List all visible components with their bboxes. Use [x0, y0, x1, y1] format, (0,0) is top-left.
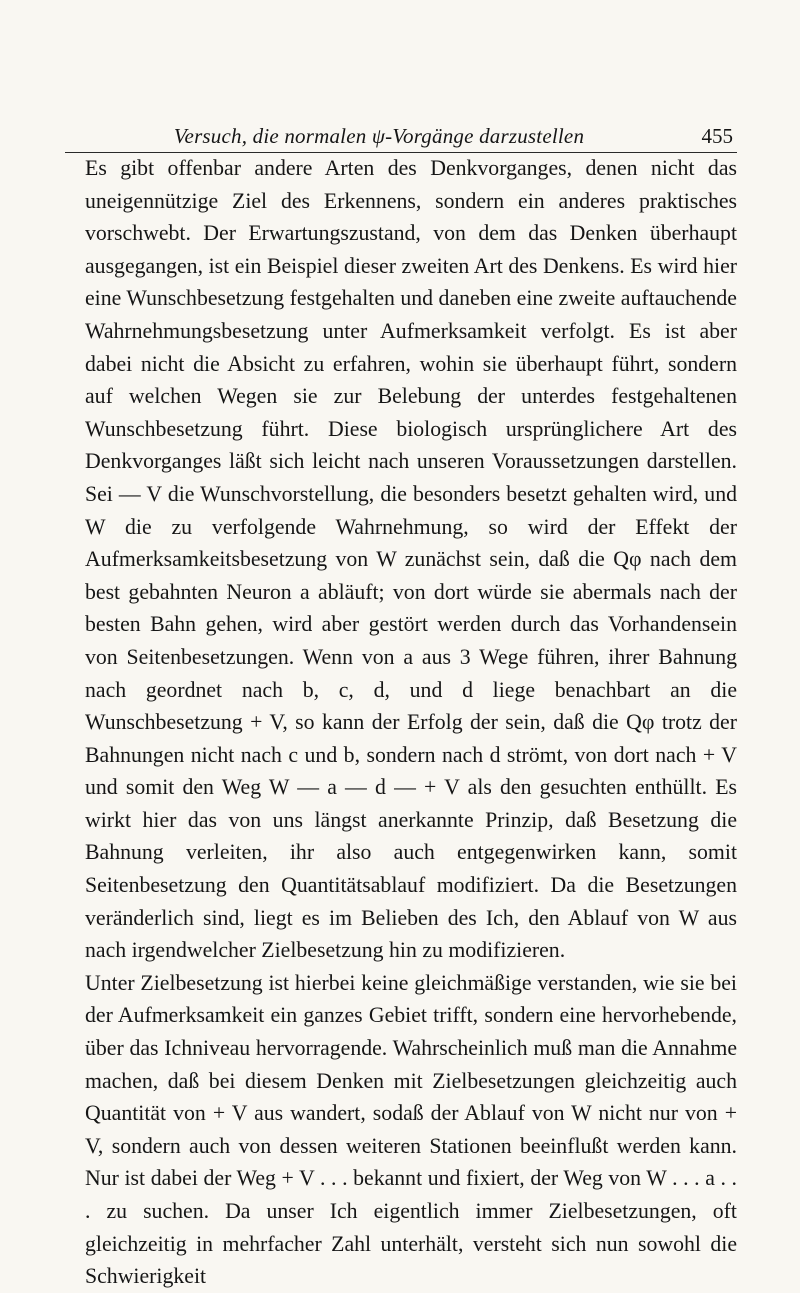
- page-body: [85, 152, 737, 1293]
- page-number: 455: [701, 124, 733, 148]
- running-header: [65, 124, 737, 154]
- running-title: Versuch, die normalen ψ-Vorgänge darzustellen: [173, 124, 585, 148]
- paragraph: Unter Zielbesetzung ist hierbei keine gleichmäßige verstanden, wie sie bei der Aufmerksamkeit ein ganzes Gebiet trifft, sondern eine hervorhebende, über das Ichniveau hervorragende. Wahrscheinlich muß man die Annahme machen, daß bei diesem Denken mit Zielbesetzungen gleichzeitig auch Quantität von + V aus wandert, sodaß der Ablauf von W nicht nur von + V, sondern auch von dessen weiteren Stationen beeinflußt werden kann. Nur ist dabei der Weg + V . . . bekannt und fixiert, der Weg von W . . . a . . . zu suchen. Da unser Ich eigentlich immer Zielbesetzungen, oft gleichzeitig in mehrfacher Zahl unterhält, versteht sich nun sowohl die Schwierigkeit: [85, 970, 737, 1289]
- paragraph: Es gibt offenbar andere Arten des Denkvorganges, denen nicht das uneigennützige Ziel des Erkennens, sondern ein anderes praktisches vorschwebt. Der Erwartungszustand, von dem das Denken überhaupt ausgegangen, ist ein Beispiel dieser zweiten Art des Denkens. Es wird hier eine Wunschbesetzung festgehalten und daneben eine zweite auftauchende Wahrnehmungsbesetzung unter Aufmerksamkeit verfolgt. Es ist aber dabei nicht die Absicht zu erfahren, wohin sie überhaupt führt, sondern auf welchen Wegen sie zur Belebung der unterdes festgehaltenen Wunschbesetzung führt. Diese biologisch ursprünglichere Art des Denkvorganges läßt sich leicht nach unseren Voraussetzungen darstellen. Sei — V die Wunschvorstellung, die besonders besetzt gehalten wird, und W die zu verfolgende Wahrnehmung, so wird der Effekt der Aufmerksamkeitsbesetzung von W zunächst sein, daß die Qφ nach dem best gebahnten Neuron a abläuft; von dort würde sie abermals nach der besten Bahn gehen, wird aber gestört werden durch das Vorhandensein von Seitenbesetzungen. Wenn von a aus 3 Wege führen, ihrer Bahnung nach geordnet nach b, c, d, und d liege benachbart an die Wunschbesetzung + V, so kann der Erfolg der sein, daß die Qφ trotz der Bahnungen nicht nach c und b, sondern nach d strömt, von dort nach + V und somit den Weg W — a — d — + V als den gesuchten enthüllt. Es wirkt hier das von uns längst anerkannte Prinzip, daß Besetzung die Bahnung verleiten, ihr also auch entgegenwirken kann, somit Seitenbesetzung den Quantitätsablauf modifiziert. Da die Besetzungen veränderlich sind, liegt es im Belieben des Ich, den Ablauf von W aus nach irgendwelcher Zielbesetzung hin zu modifizieren.: [85, 156, 737, 963]
